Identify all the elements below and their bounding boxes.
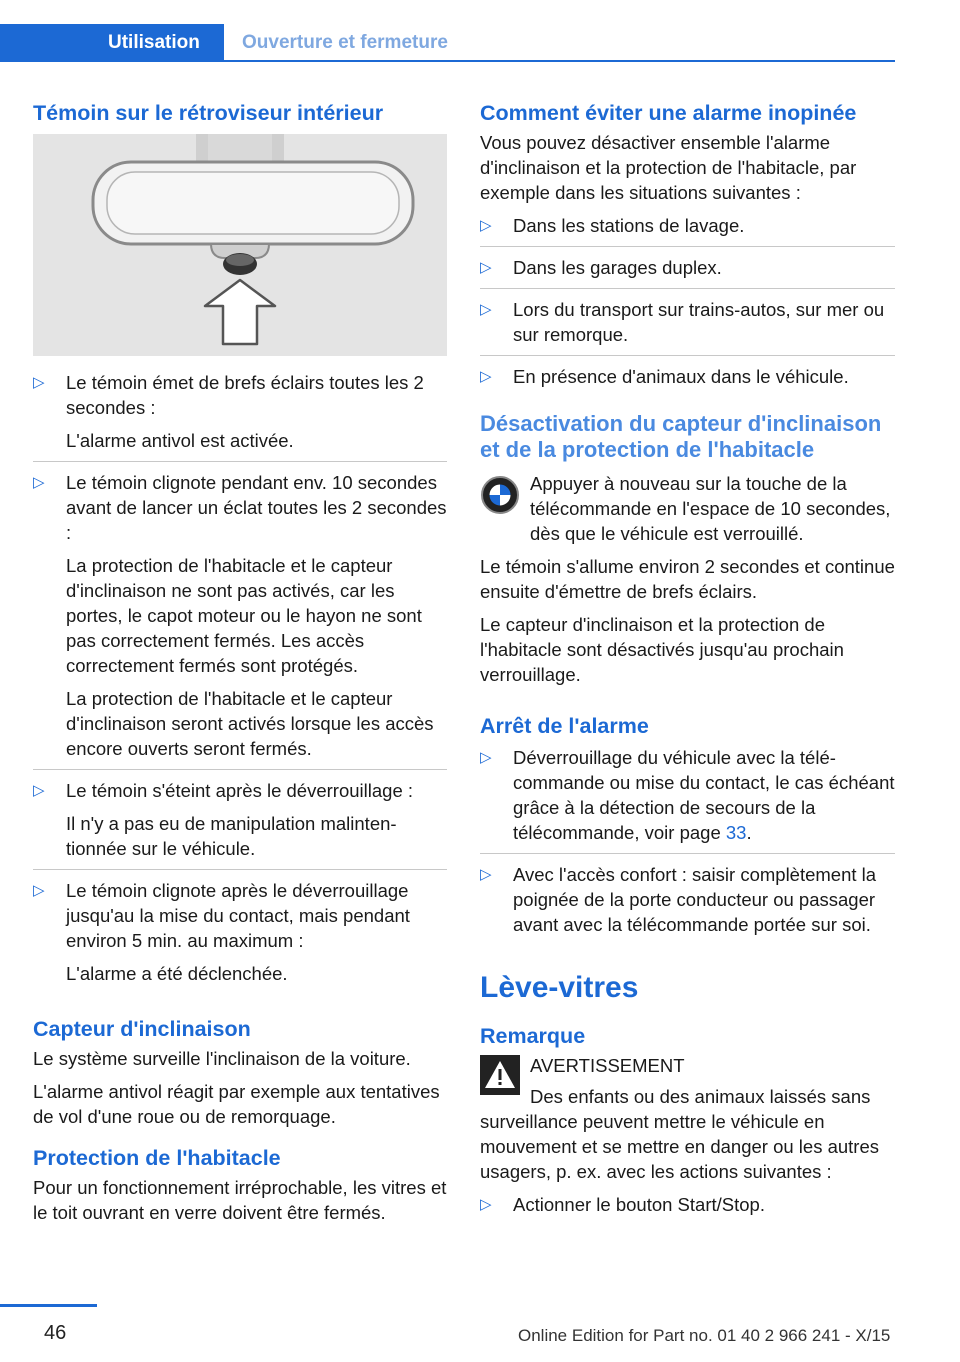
heading-temoin: Témoin sur le rétroviseur intérieur bbox=[33, 101, 384, 125]
warning-icon bbox=[480, 1055, 520, 1095]
bullet-triangle-icon: ▷ bbox=[480, 301, 492, 318]
heading-arret: Arrêt de l'alarme bbox=[480, 714, 649, 738]
warning-title: AVERTISSEMENT bbox=[530, 1055, 685, 1076]
warning-text: Des enfants ou des animaux laissés sans surveillance peuvent mettre le véhicule en mouvement et se mettre en danger ou les autres usagers, p. ex. avec les actions suivantes : bbox=[480, 1086, 879, 1182]
right-column bbox=[480, 100, 895, 1233]
eviter-list bbox=[480, 213, 895, 397]
list-item: ▷ Déverrouillage du véhicule avec la télécommande ou mise du contact, le cas échéant grâce à la détection de secours de la télécommande, voir page 33. bbox=[480, 745, 895, 854]
bullet-triangle-icon: ▷ bbox=[480, 866, 492, 883]
edition-text: Online Edition for Part no. 01 40 2 966 241 - X/15 bbox=[518, 1326, 891, 1345]
bullet-triangle-icon: ▷ bbox=[33, 374, 45, 391]
list-item: ▷ Dans les garages duplex. bbox=[480, 255, 895, 289]
paragraph: Appuyer à nouveau sur la touche de la télécommande en l'espace de 10 secondes, dès que le véhicule est verrouillé. bbox=[530, 473, 891, 544]
bullet-triangle-icon: ▷ bbox=[480, 259, 492, 276]
arret-list bbox=[480, 745, 895, 945]
paragraph: L'alarme antivol réagit par exemple aux tentatives de vol d'une roue ou de remorquage. bbox=[33, 1081, 440, 1127]
page-number: 46 bbox=[44, 1322, 67, 1344]
list-item: ▷ Dans les stations de lavage. bbox=[480, 213, 895, 247]
bullet-triangle-icon: ▷ bbox=[480, 1196, 492, 1213]
bullet-triangle-icon: ▷ bbox=[33, 474, 45, 491]
temoin-list bbox=[33, 370, 447, 994]
paragraph: Vous pouvez désactiver ensemble l'alarme d'inclinaison et la protection de l'habitacle, par exemple dans les situations suivantes : bbox=[480, 132, 857, 203]
paragraph: Pour un fonctionnement irréprochable, les vitres et le toit ouvrant en verre doivent être fermés. bbox=[33, 1177, 447, 1223]
list-item: ▷ Le témoin clignote pendant env. 10 secondes avant de lancer un éclat toutes les 2 secondes : La protection de l'habitacle et le capteur d'inclinaison ne sont pas activés, car les portes, le capot moteur ou le hayon ne sont pas correctement fermés. Les accès correctement fermés sont protégés. La protection de l'habitacle et le capteur d'inclinaison seront activés lorsque les accès encore ouverts seront fermés. bbox=[33, 470, 447, 770]
paragraph: Le système surveille l'inclinaison de la voiture. bbox=[33, 1048, 411, 1069]
bullet-triangle-icon: ▷ bbox=[480, 749, 492, 766]
mirror-svg bbox=[33, 134, 447, 356]
bmw-key-icon bbox=[480, 475, 520, 515]
header-tabs bbox=[0, 24, 895, 62]
list-item: ▷ Lors du transport sur trains-autos, sur mer ou sur remorque. bbox=[480, 297, 895, 356]
heading-capteur: Capteur d'inclinaison bbox=[33, 1017, 251, 1041]
heading-protection: Protection de l'habitacle bbox=[33, 1146, 281, 1170]
bullet-triangle-icon: ▷ bbox=[480, 368, 492, 385]
header-divider bbox=[224, 60, 895, 62]
list-item: ▷ Actionner le bouton Start/Stop. bbox=[480, 1194, 765, 1215]
warning-block bbox=[480, 1053, 895, 1184]
warning-list bbox=[480, 1192, 895, 1225]
heading-eviter: Comment éviter une alarme inopinée bbox=[480, 101, 857, 125]
tab-utilisation[interactable]: Utilisation bbox=[0, 24, 224, 62]
bullet-triangle-icon: ▷ bbox=[480, 217, 492, 234]
page-link[interactable]: 33 bbox=[725, 822, 747, 843]
heading-desactivation: Désactivation du capteur d'inclinaison et de la protection de l'habitacle bbox=[480, 411, 882, 462]
bullet-triangle-icon: ▷ bbox=[33, 882, 45, 899]
list-item: ▷ Avec l'accès confort : saisir complètement la poignée de la porte conducteur ou passager avant avec la télécommande portée sur soi. bbox=[480, 864, 877, 935]
list-item: ▷ Le témoin émet de brefs éclairs toutes les 2 secondes : L'alarme antivol est activée. bbox=[33, 370, 447, 462]
left-column bbox=[33, 100, 447, 1233]
desactivation-block bbox=[480, 471, 895, 546]
list-item: ▷ Le témoin clignote après le déverrouillage jusqu'au la mise du contact, mais pendant environ 5 min. au maximum : L'alarme a été déclenchée. bbox=[33, 880, 410, 984]
mirror-illustration bbox=[33, 134, 447, 356]
heading-leve-vitres: Lève-vitres bbox=[480, 971, 639, 1004]
paragraph: Le capteur d'inclinaison et la protection de l'habitacle sont désactivés jusqu'au prochain verrouillage. bbox=[480, 614, 844, 685]
tab-ouverture-fermeture[interactable]: Ouverture et fermeture bbox=[242, 32, 448, 53]
heading-remarque: Remarque bbox=[480, 1024, 586, 1048]
paragraph: Le témoin s'allume environ 2 secondes et continue ensuite d'émettre de brefs éclairs. bbox=[480, 556, 895, 602]
footer-divider bbox=[0, 1304, 97, 1307]
bullet-triangle-icon: ▷ bbox=[33, 782, 45, 799]
list-item: ▷ En présence d'animaux dans le véhicule. bbox=[480, 366, 849, 387]
list-item: ▷ Le témoin s'éteint après le déverrouillage : Il n'y a pas eu de manipulation malintentionnée sur le véhicule. bbox=[33, 778, 447, 870]
